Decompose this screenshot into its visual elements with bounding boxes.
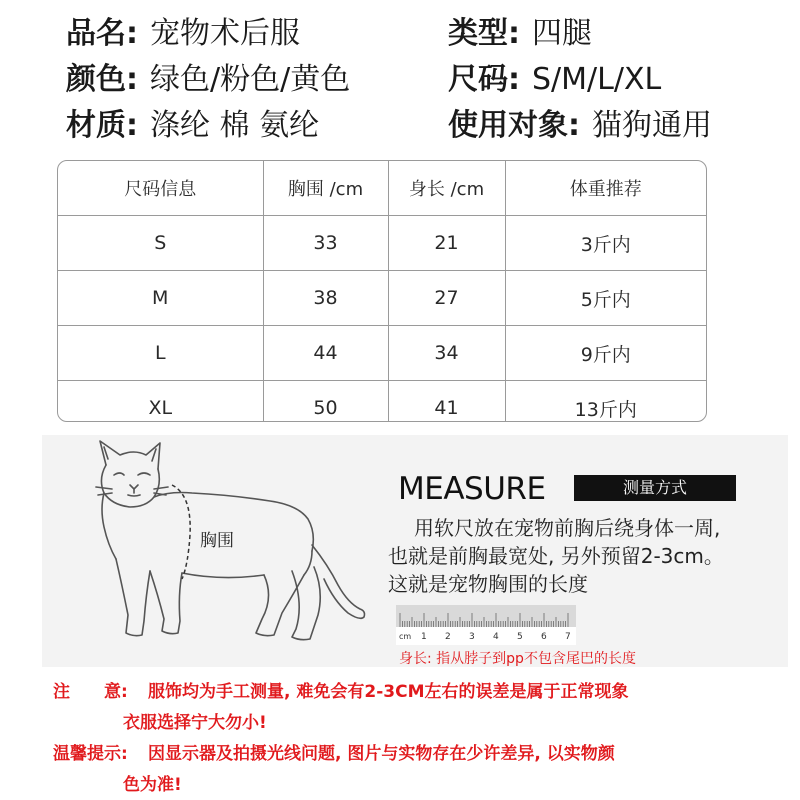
info-type [448, 16, 592, 52]
table-cell: M [58, 271, 263, 326]
table-header-cell: 尺码信息 [124, 179, 197, 200]
table-header-row [58, 161, 706, 216]
tip-label: 温馨提示: [53, 744, 128, 764]
measure-method-tag: 测量方式 [574, 475, 736, 501]
cat-illustration [42, 435, 372, 667]
name-value: 宠物术后服 [150, 16, 300, 51]
table-cell: 34 [388, 326, 505, 381]
target-label: 使用对象: [448, 108, 580, 143]
table-header-cell: 胸围 /cm [263, 161, 388, 216]
measure-text-line3: 这就是宠物胸围的长度 [388, 572, 588, 596]
table-row [58, 326, 706, 381]
material-label: 材质: [66, 108, 138, 143]
table-cell: 5斤内 [505, 271, 706, 326]
color-value: 绿色/粉色/黄色 [150, 62, 351, 97]
table-cell: 13斤内 [505, 381, 706, 423]
ruler-number: 2 [445, 632, 451, 642]
table-cell: 33 [263, 216, 388, 271]
table-cell: 21 [388, 216, 505, 271]
table-cell: 27 [388, 271, 505, 326]
material-value: 涤纶 棉 氨纶 [150, 108, 320, 143]
chest-label: 胸围 [200, 531, 234, 551]
table-cell: 38 [263, 271, 388, 326]
info-target [448, 108, 712, 144]
measure-text-line2: 也就是前胸最宽处, 另外预留2-3cm。 [388, 544, 724, 568]
type-value: 四腿 [532, 16, 592, 51]
ruler-unit-label: cm [399, 632, 412, 641]
table-row [58, 381, 706, 423]
note-label: 注 意: [53, 682, 128, 702]
table-cell: XL [58, 381, 263, 423]
table-cell: 9斤内 [505, 326, 706, 381]
size-table [57, 160, 707, 422]
ruler-number: 5 [517, 632, 523, 642]
measure-text-line1: 用软尺放在宠物前胸后绕身体一周, [414, 516, 721, 540]
tip-line1: 因显示器及拍摄光线问题, 图片与实物存在少许差异, 以实物颜 [148, 744, 615, 764]
table-row [58, 216, 706, 271]
size-label: 尺码: [448, 62, 520, 97]
info-size [448, 62, 661, 98]
table-row [58, 271, 706, 326]
table-cell: S [58, 216, 263, 271]
ruler-number: 7 [565, 632, 571, 642]
table-cell: L [58, 326, 263, 381]
info-material [66, 108, 319, 144]
table-header-cell: 身长 /cm [388, 161, 505, 216]
measure-title: MEASURE [398, 471, 546, 507]
note-line1: 服饰均为手工测量, 难免会有2-3CM左右的误差是属于正常现象 [148, 682, 629, 702]
ruler-number: 3 [469, 632, 475, 642]
ruler-icon [396, 605, 576, 645]
size-value: S/M/L/XL [532, 62, 662, 97]
table-cell: 3斤内 [505, 216, 706, 271]
name-label: 品名: [66, 16, 138, 51]
type-label: 类型: [448, 16, 520, 51]
body-length-note: 身长: 指从脖子到pp不包含尾巴的长度 [399, 651, 636, 667]
info-color [66, 62, 350, 98]
info-name [66, 16, 300, 52]
ruler-number: 1 [421, 632, 427, 642]
table-header-cell: 体重推荐 [505, 161, 706, 216]
target-value: 猫狗通用 [592, 108, 712, 143]
table-cell: 41 [388, 381, 505, 423]
ruler-number: 6 [541, 632, 547, 642]
note-line2: 衣服选择宁大勿小! [123, 713, 267, 733]
measure-panel [42, 435, 788, 667]
color-label: 颜色: [66, 62, 138, 97]
ruler-number: 4 [493, 632, 499, 642]
table-cell: 50 [263, 381, 388, 423]
table-cell: 44 [263, 326, 388, 381]
tip-line2: 色为准! [123, 775, 182, 795]
